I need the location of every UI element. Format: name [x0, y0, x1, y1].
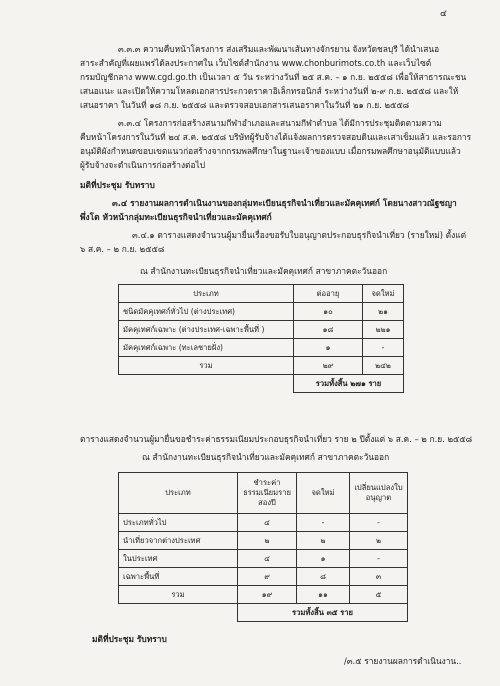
cell: ๒๑	[363, 303, 404, 321]
table-total-row	[119, 357, 404, 375]
table-row	[119, 339, 404, 357]
table-header: ชำระค่าธรรมเนียมรายสองปี	[238, 473, 297, 514]
table-header: ประเภท	[119, 285, 294, 303]
resolution-2: มติที่ประชุม รับทราบ	[92, 634, 167, 644]
cell: ๑๘	[294, 321, 363, 339]
table-row	[119, 568, 408, 586]
p333-line: สาระสำคัญที่เผยแพร่ได้ลงประกาศใน เว็บไซต์สำนักงาน www.chonburimots.co.th และเว็บไซต์	[80, 58, 432, 68]
cell: มัคคุเทศก์เฉพาะ (ทะเลชายฝั่ง)	[119, 339, 294, 357]
cell: -	[350, 514, 408, 532]
table-row	[119, 303, 404, 321]
office-caption-1: ณ สำนักงานทะเบียนธุรกิจนำเที่ยวและมัคคุเทศก์ สาขาภาคตะวันออก	[140, 266, 388, 276]
s341-line: ๓.๔.๑ ตารางแสดงจำนวนผู้มายื่นเรื่องขอรับใบอนุญาตประกอบธุรกิจนำเที่ยว (รายใหม่) ตั้งแต่	[132, 230, 467, 240]
cell: ๑๑	[297, 586, 350, 604]
grand-total: รวมทั้งสิ้น ๒๗๑ ราย	[294, 375, 404, 393]
table-header: ประเภท	[119, 473, 238, 514]
cell: -	[350, 550, 408, 568]
cell: เฉพาะพื้นที่	[119, 568, 238, 586]
p333-line: ๓.๓.๓ ความคืบหน้าโครงการ ส่งเสริมและพัฒนาเส้นทางจักรยาน จังหวัดชลบุรี ได้นำเสนอ	[118, 44, 440, 54]
table-fees	[118, 472, 408, 622]
cell: รวม	[119, 586, 238, 604]
table-total-row	[119, 586, 408, 604]
table-header: จดใหม่	[297, 473, 350, 514]
cell: ๒๙	[294, 357, 363, 375]
p334-line: อนุมัติผังกำหนดขอบเขตแนวก่อสร้างจากกรมพลศึกษาในฐานะเจ้าของแบบ เมื่อกรมพลศึกษาอนุมัติแบบแล้ว	[80, 146, 461, 156]
cell: ชนิดมัคคุเทศก์ทั่วไป (ต่างประเทศ)	[119, 303, 294, 321]
table-row	[119, 321, 404, 339]
table-2-caption: ตารางแสดงจำนวนผู้มายื่นขอชำระค่าธรรมเนียมประกอบธุรกิจนำเที่ยว ราย ๒ ปีตั้งแต่ ๖ ส.ค. – ๒ ก.ย. ๒๕๕๘	[80, 434, 473, 444]
cell: ๑๙	[238, 586, 297, 604]
office-caption-2: ณ สำนักงานทะเบียนธุรกิจนำเที่ยวและมัคคุเทศก์ สาขาภาคตะวันออก	[142, 452, 390, 462]
table-header: เปลี่ยนแปลงใบอนุญาต	[350, 473, 408, 514]
p333-line: เสนอแนะ และเปิดให้ความโหลดเอกสารประกวดราคาอิเล็กทรอนิกส์ ระหว่างวันที่ ๒-๙ ก.ย. ๒๕๕๘ และให้	[80, 86, 459, 96]
cell: ๒	[238, 532, 297, 550]
table-row	[119, 550, 408, 568]
resolution-1: มติที่ประชุม รับทราบ	[80, 180, 155, 190]
p333-line: กรมบัญชีกลาง www.cgd.go.th เป็นเวลา ๕ วัน ระหว่างวันที่ ๒๕ ส.ค. – ๑ ก.ย. ๒๕๕๘ เพื่อให้สาธารณะชน	[80, 72, 467, 82]
page-number: ๔	[440, 9, 447, 19]
cell: ๒	[297, 532, 350, 550]
table-row	[119, 532, 408, 550]
cell: มัคคุเทศก์เฉพาะ (ต่างประเทศ-เฉพาะพื้นที่ )	[119, 321, 294, 339]
cell: ๒	[350, 532, 408, 550]
p334-line: ๓.๓.๔ โครงการก่อสร้างสนามกีฬาอำเภอและสนามกีฬาตำบล ได้มีการประชุมติดตามความ	[118, 118, 442, 128]
section-3-4-heading: ๓.๔ รายงานผลการดำเนินงานของกลุ่มทะเบียนธุรกิจนำเที่ยวและมัคคุเทศก์ โดยนางสาวณัฐชญา	[112, 198, 457, 208]
grand-total: รวมทั้งสิ้น ๓๕ ราย	[238, 604, 408, 622]
cell: ในประเทศ	[119, 550, 238, 568]
cell: -	[363, 339, 404, 357]
cell: นำเที่ยวจากต่างประเทศ	[119, 532, 238, 550]
table-header: ต่ออายุ	[294, 285, 363, 303]
cell: ประเภททั่วไป	[119, 514, 238, 532]
s341-line: ๖ ส.ค. – ๒ ก.ย. ๒๕๕๘	[80, 244, 165, 254]
cell: ๑	[294, 339, 363, 357]
section-3-4-heading: พึ่งโต หัวหน้ากลุ่มทะเบียนธุรกิจนำเที่ยวและมัคคุเทศก์	[80, 212, 272, 222]
cell: ๑๐	[294, 303, 363, 321]
p334-line: ผู้รับจ้างจะดำเนินการก่อสร้างต่อไป	[80, 160, 206, 170]
cell: ๔	[238, 514, 297, 532]
table-new-guides	[118, 284, 404, 393]
table-header: จดใหม่	[363, 285, 404, 303]
cell: ๔	[238, 550, 297, 568]
cell: ๑	[297, 550, 350, 568]
cell: ๒๒๑	[363, 321, 404, 339]
cell: รวม	[119, 357, 294, 375]
continuation-note: /๓.๕ รายงานผลการดำเนินงาน..	[344, 656, 462, 666]
p333-line: เสนอราคา ในวันที่ ๑๘ ก.ย. ๒๕๕๘ และตรวจสอบเอกสารเสนอราคาในวันที่ ๒๑ ก.ย. ๒๕๕๘	[80, 100, 410, 110]
cell: ๒๔๒	[363, 357, 404, 375]
cell: -	[297, 514, 350, 532]
cell: ๙	[238, 568, 297, 586]
cell: ๕	[350, 586, 408, 604]
cell: ๓	[350, 568, 408, 586]
cell: ๘	[297, 568, 350, 586]
p334-line: คืบหน้าโครงการในวันที่ ๒๔ ส.ค. ๒๕๕๘ บริษัทผู้รับจ้างได้แจ้งผลการตรวจสอบดินและเสาเข็มแล้ว และรอการ	[80, 132, 472, 142]
table-row	[119, 514, 408, 532]
